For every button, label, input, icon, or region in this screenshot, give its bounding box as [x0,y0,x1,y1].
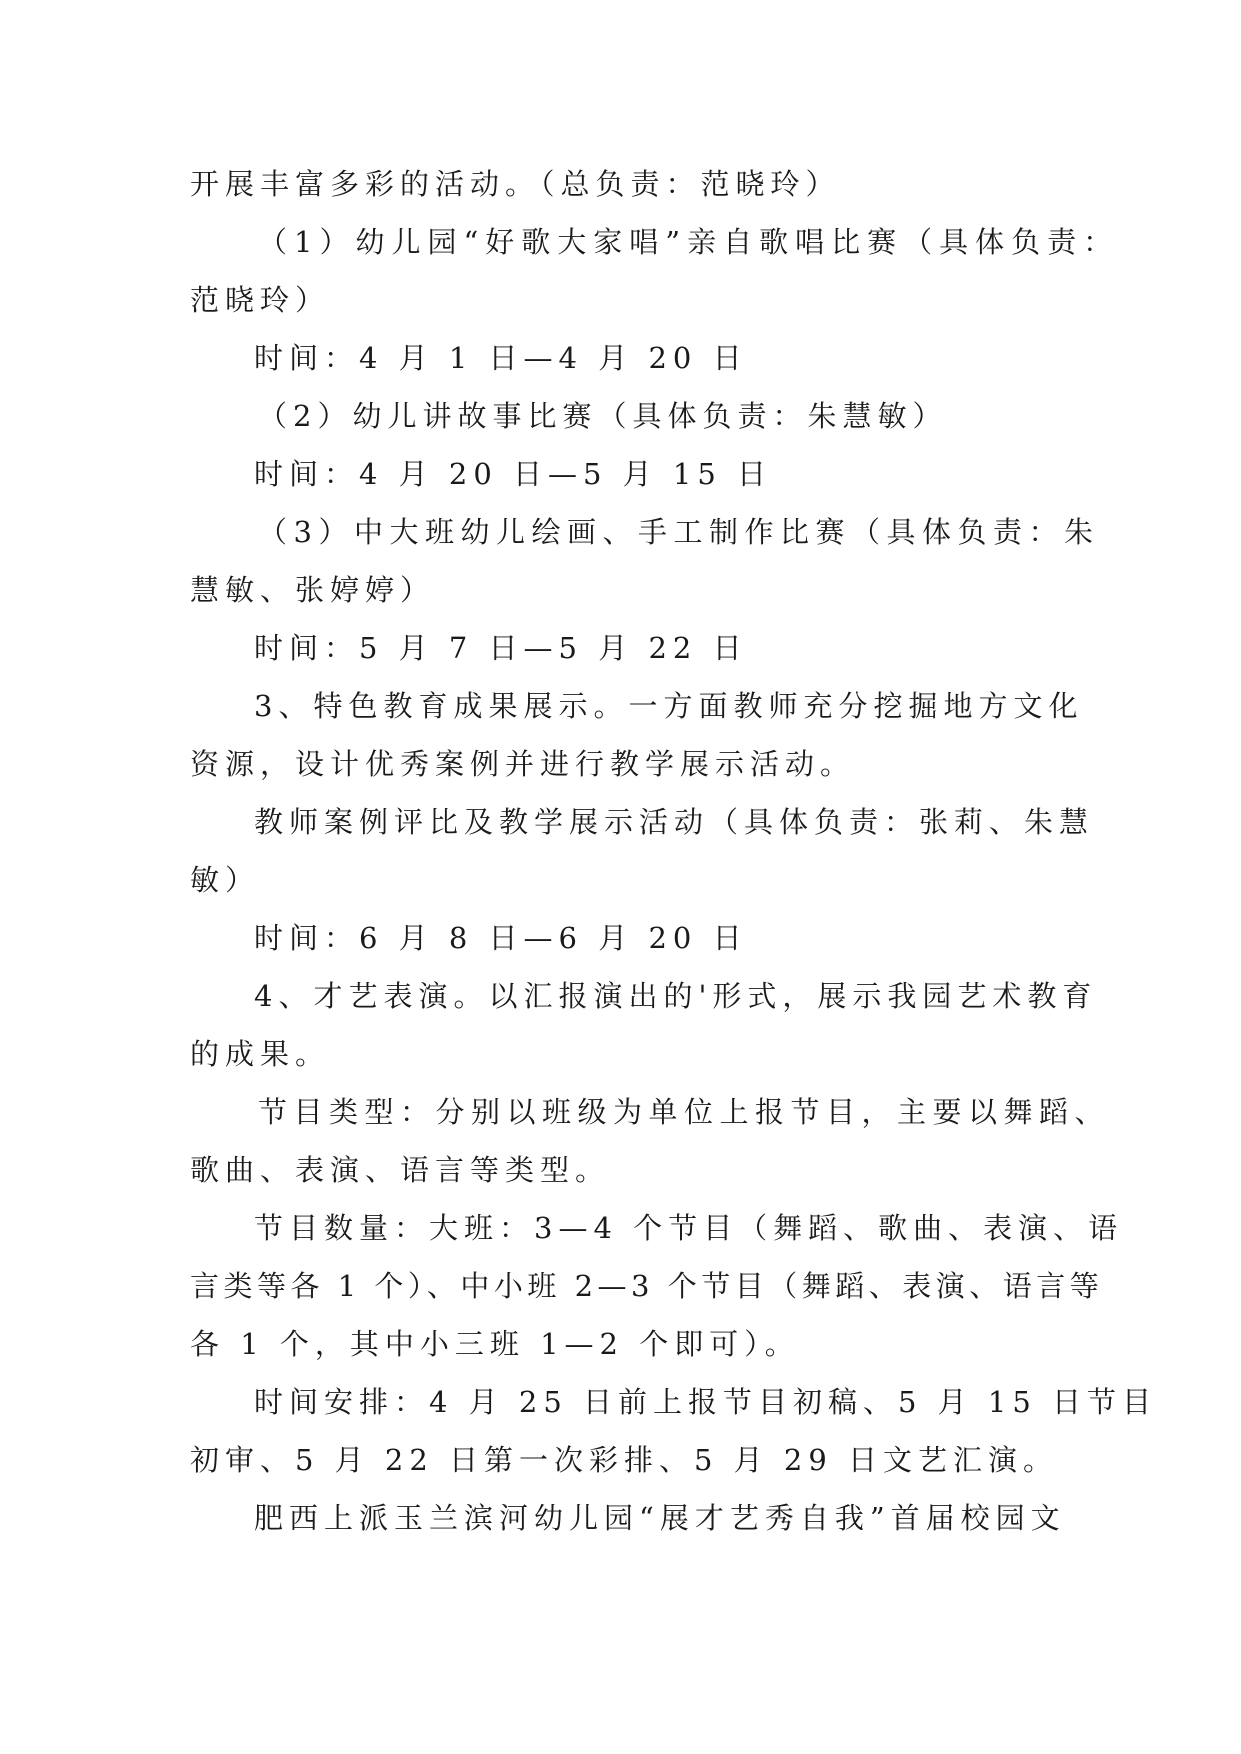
text-line: 教师案例评比及教学展示活动（具体负责：张莉、朱慧 [254,805,1095,839]
text-line: 时间：5 月 7 日—5 月 22 日 [254,631,748,665]
text-line: 时间：6 月 8 日—6 月 20 日 [254,921,748,955]
text-line: 资源，设计优秀案例并进行教学展示活动。 [190,747,856,781]
text-line: 时间：4 月 20 日—5 月 15 日 [254,457,773,491]
text-line: 肥西上派玉兰滨河幼儿园“展才艺秀自我”首届校园文 [254,1501,1066,1535]
text-line: 的成果。 [190,1037,331,1071]
text-line: 节目数量：大班：3—4 个节目（舞蹈、歌曲、表演、语 [254,1211,1124,1245]
text-line: 初审、5 月 22 日第一次彩排、5 月 29 日文艺汇演。 [190,1443,1059,1477]
text-line: 敏） [190,863,261,897]
text-line: 言类等各 1 个）、中小班 2—3 个节目（舞蹈、表演、语言等 [190,1269,1104,1303]
text-line: 节目类型：分别以班级为单位上报节目，主要以舞蹈、 [258,1095,1111,1129]
text-line: （3）中大班幼儿绘画、手工制作比赛（具体负责：朱 [258,515,1100,549]
text-line: 各 1 个，其中小三班 1—2 个即可）。 [190,1327,800,1361]
text-line: 4、才艺表演。以汇报演出的'形式，展示我园艺术教育 [254,979,1098,1013]
text-line: 歌曲、表演、语言等类型。 [190,1153,611,1187]
text-line: （2）幼儿讲故事比赛（具体负责：朱慧敏） [258,399,948,433]
text-line: 3、特色教育成果展示。一方面教师充分挖掘地方文化 [254,689,1084,723]
text-line: 时间：4 月 1 日—4 月 20 日 [254,341,748,375]
text-line: 开展丰富多彩的活动。（总负责：范晓玲） [190,167,841,201]
text-line: 慧敏、张婷婷） [190,573,436,607]
text-line: （1）幼儿园“好歌大家唱”亲自歌唱比赛（具体负责： [258,225,1120,259]
text-line: 范晓玲） [190,283,331,317]
text-line: 时间安排：4 月 25 日前上报节目初稿、5 月 15 日节目 [254,1385,1158,1419]
